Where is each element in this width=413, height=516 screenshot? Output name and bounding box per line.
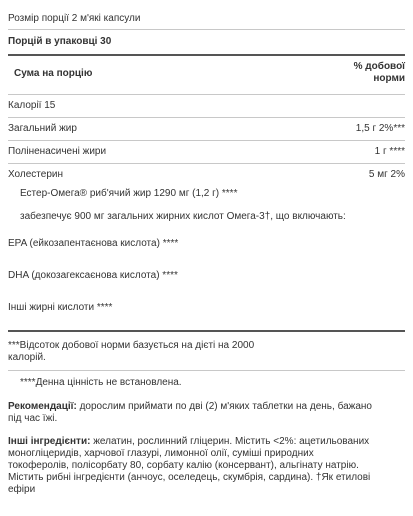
cholesterol-row — [8, 169, 405, 181]
total-fat-row — [8, 123, 405, 135]
total-fat-label: Загальний жир — [8, 123, 77, 134]
dha-row: DHA (докозагексаєнова кислота) **** — [8, 270, 178, 281]
divider — [8, 370, 405, 371]
daily-value-footnote: ***Відсоток добової норми базується на дієті на 2000 калорій. — [8, 340, 255, 363]
cholesterol-label: Холестерин — [8, 169, 63, 180]
divider — [8, 94, 405, 95]
other-ingredients-paragraph: Інші інгредієнти: желатин, рослинний гліцерин. Містить <2%: ацетильованих моногліцеридів, харчової глазурі, лимонної олії, суміші природних токоферолів, полісорбату 80, сорбату калію (консервант), альгінату натрію. Містить рибні інгредієнти (анчоус, оселедець, скумбрія, сардина). †Як етилові ефіри — [8, 436, 371, 495]
serving-size: Розмір порції 2 м'які капсули — [8, 13, 141, 24]
provides-row: забезпечує 900 мг загальних жирних кислот Омега-3†, що включають: — [20, 211, 346, 222]
poly-value: 1 г **** — [374, 146, 405, 157]
divider-thick — [8, 330, 405, 332]
total-fat-value: 1,5 г 2%*** — [355, 123, 405, 134]
polyunsaturated-row — [8, 146, 405, 158]
table-header — [8, 61, 405, 87]
not-established-footnote: ****Денна цінність не встановлена. — [20, 377, 182, 388]
divider — [8, 29, 405, 30]
amount-per-serving-label: Сума на порцію — [14, 68, 93, 79]
daily-value-label: % добової норми — [353, 61, 405, 84]
cholesterol-value: 5 мг 2% — [368, 169, 405, 180]
poly-label: Поліненасичені жири — [8, 146, 107, 157]
divider — [8, 117, 405, 118]
servings-per-container: Порцій в упаковці 30 — [8, 36, 112, 47]
other-fatty-acids-row: Інші жирні кислоти **** — [8, 302, 113, 313]
epa-row: EPA (ейкозапентаєнова кислота) **** — [8, 238, 179, 249]
calories-row: Калорії 15 — [8, 100, 56, 111]
divider — [8, 140, 405, 141]
recommendations-label: Рекомендації: — [8, 401, 77, 412]
ingredients-label: Інші інгредієнти: — [8, 436, 91, 447]
ester-omega-row: Естер-Омега® риб'ячий жир 1290 мг (1,2 г) **** — [20, 188, 238, 199]
divider — [8, 163, 405, 164]
recommendations-paragraph: Рекомендації: дорослим приймати по дві (2) м'яких таблетки на день, бажано під час їжі. — [8, 401, 372, 424]
divider-thick — [8, 54, 405, 56]
